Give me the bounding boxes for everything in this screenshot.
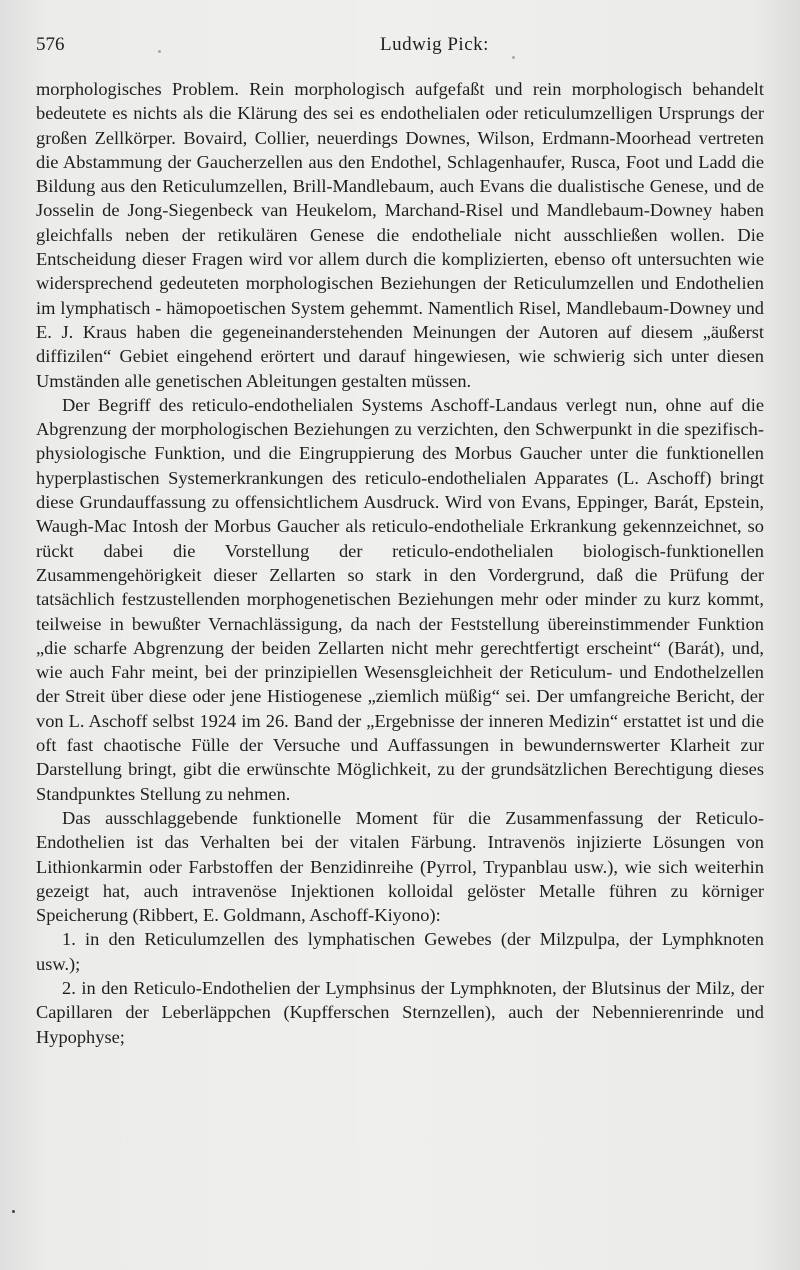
page-number: 576	[36, 34, 65, 55]
scan-speck	[512, 56, 515, 59]
scan-speck	[12, 1210, 15, 1213]
paragraph: Der Begriff des reticulo-endothelialen Systems Aschoff-Landaus verlegt nun, ohne auf die Abgrenzung der morphologischen Beziehungen zu verzichten, den Schwerpunkt in die spezifisch-physiologische Funktion, und die Eingruppierung des Morbus Gaucher unter die funktionellen hyperplastischen Systemerkrankungen des reticulo-endothelialen Apparates (L. Aschoff) bringt diese Grundauffassung zu offensichtlichem Ausdruck. Wird von Evans, Eppinger, Barát, Epstein, Waugh-Mac Intosh der Morbus Gaucher als reticulo-endotheliale Erkrankung gekennzeichnet, so rückt dabei die Vorstellung der reticulo-endothelialen biologisch-funktionellen Zusammengehörigkeit dieser Zellarten so stark in den Vordergrund, daß die Prüfung der tatsächlich festzustellenden morphogenetischen Beziehungen mehr oder minder zu kurz kommt, teilweise in bewußter Vernachlässigung, da nach der Feststellung übereinstimmender Funktion „die scharfe Abgrenzung der beiden Zellarten nicht mehr gerechtfertigt erscheint“ (Barát), und, wie auch Fahr meint, bei der prinzipiellen Wesensgleichheit der Reticulum- und Endothelzellen der Streit über diese oder jene Histiogenese „ziemlich müßig“ sei. Der umfangreiche Bericht, der von L. Aschoff selbst 1924 im 26. Band der „Ergebnisse der inneren Medizin“ erstattet ist und die oft fast chaotische Fülle der Versuche und Auffassungen in bewundernswerter Klarheit zur Darstellung bringt, gibt die erwünschte Möglichkeit, zu der grundsätzlichen Berechtigung dieses Standpunktes Stellung zu nehmen.	[36, 394, 764, 804]
paragraph: Das ausschlaggebende funktionelle Moment für die Zusammenfassung der Reticulo-Endothelien ist das Verhalten bei der vitalen Färbung. Intravenös injizierte Lösungen von Lithionkarmin oder Farbstoffen der Benzidinreihe (Pyrrol, Trypanblau usw.), wie sich weiterhin gezeigt hat, auch intravenöse Injektionen kolloidal gelöster Metalle führen zu körniger Speicherung (Ribbert, E. Goldmann, Aschoff-Kiyono):	[36, 807, 764, 926]
page-header	[36, 34, 764, 56]
running-head: Ludwig Pick:	[380, 34, 489, 55]
scan-speck	[158, 50, 161, 53]
list-item: 1. in den Reticulumzellen des lymphatischen Gewebes (der Milzpulpa, der Lymphknoten usw.);	[36, 929, 764, 974]
paragraph: morphologisches Problem. Rein morphologisch aufgefaßt und rein morphologisch behandelt bedeutete es nichts als die Klärung des sei es endothelialen oder reticulumzelligen Ursprungs der großen Zellkörper. Bovaird, Collier, neuerdings Downes, Wilson, Erdmann-Moorhead vertreten die Abstammung der Gaucherzellen aus den Endothel, Schlagenhaufer, Rusca, Foot und Ladd die Bildung aus den Reticulumzellen, Brill-Mandlebaum, auch Evans die dualistische Genese, und de Josselin de Jong-Siegenbeck van Heukelom, Marchand-Risel und Mandlebaum-Downey haben gleichfalls neben der retikulären Genese die endotheliale nicht ausschließen wollen. Die Entscheidung dieser Fragen wird vor allem durch die komplizierten, ebenso oft untersuchten wie widersprechend gedeuteten morphologischen Beziehungen der Reticulumzellen und Endothelien im lymphatisch - hämopoetischen System gehemmt. Namentlich Risel, Mandlebaum-Downey und E. J. Kraus haben die gegeneinanderstehenden Meinungen der Autoren auf diesem „äußerst diffizilen“ Gebiet eingehend erörtert und darauf hingewiesen, wie schwierig sich unter diesen Umständen alle genetischen Ableitungen gestalten müssen.	[36, 79, 764, 391]
body-text	[36, 77, 764, 1049]
list-item: 2. in den Reticulo-Endothelien der Lymphsinus der Lymphknoten, der Blutsinus der Milz, der Capillaren der Leberläppchen (Kupfferschen Sternzellen), auch der Nebennierenrinde und Hypophyse;	[36, 977, 764, 1047]
